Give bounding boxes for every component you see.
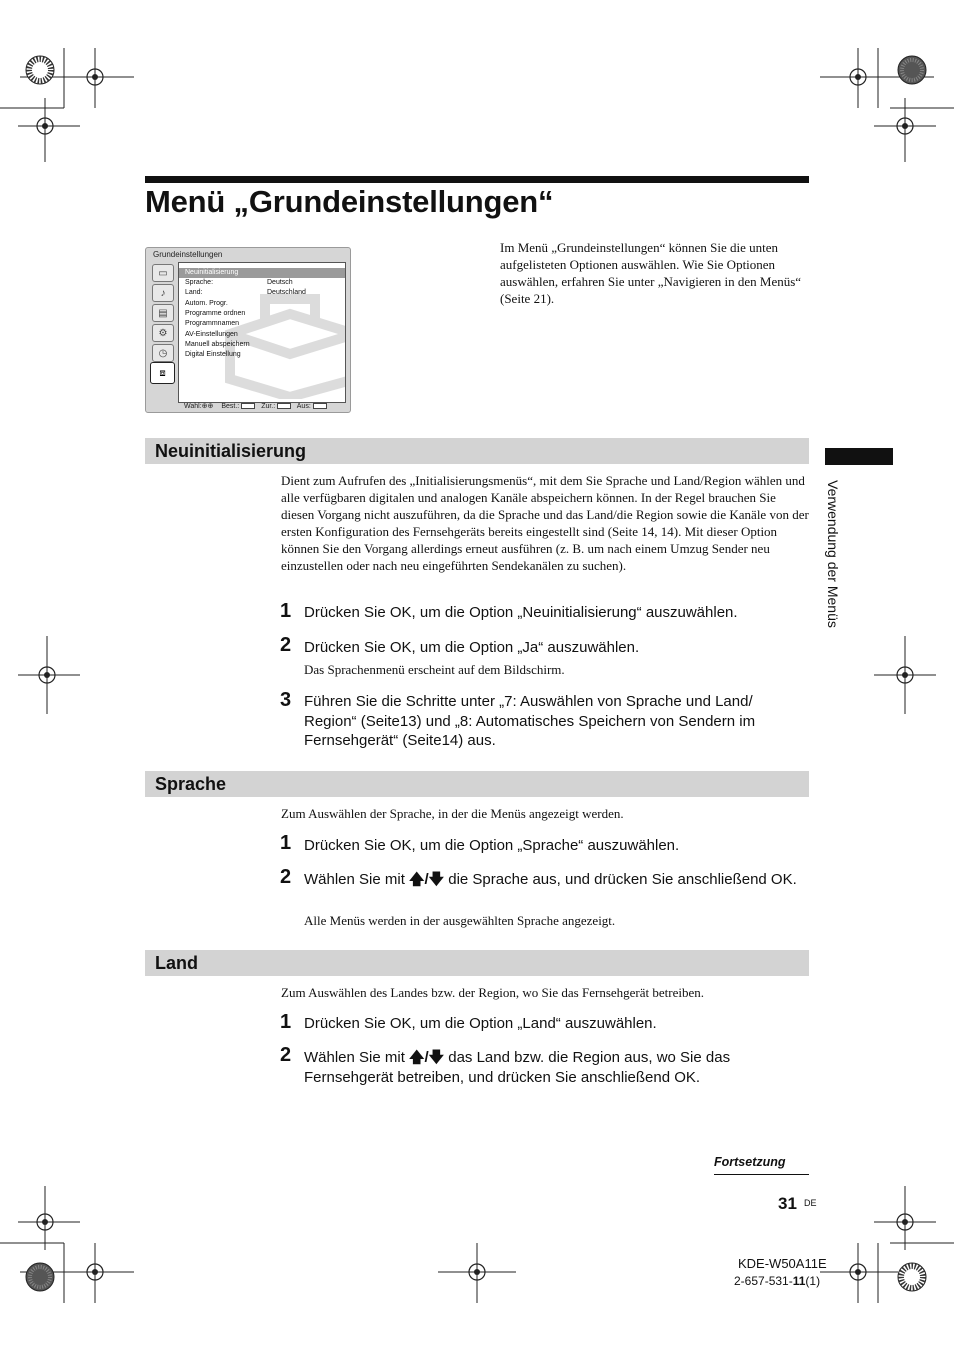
section-title: Land <box>155 953 198 973</box>
osd-menu-screen <box>145 247 351 413</box>
osd-item: Programme ordnen <box>185 310 246 317</box>
step-text: Drücken Sie OK, um die Option „Ja“ auszuwählen. <box>304 639 640 656</box>
osd-item: Autom. Progr. <box>185 300 228 307</box>
step-text: Drücken Sie OK, um die Option „Sprache“ auszuwählen. <box>304 837 680 854</box>
continued-rule <box>714 1174 809 1175</box>
osd-panel <box>178 262 346 403</box>
osd-item: AV-Einstellungen <box>185 331 238 338</box>
step-number: 2 <box>280 634 292 656</box>
up-down-arrow-icon: 🡅/🡇 <box>409 1049 445 1066</box>
section-description: Zum Auswählen des Landes bzw. der Region, wo Sie das Fernsehgerät betreiben. <box>281 985 704 1000</box>
features-icon: ⚙ <box>152 324 174 342</box>
step-text: Drücken Sie OK, um die Option „Land“ auszuwählen. <box>304 1015 657 1032</box>
section-header-land <box>145 950 809 976</box>
picture-icon: ▭ <box>152 264 174 282</box>
osd-icon-column <box>149 262 177 403</box>
menu-key-icon <box>313 403 327 409</box>
title-rule <box>145 176 809 183</box>
document-code: 2-657-531-11(1) <box>734 1274 821 1288</box>
continued-label: Fortsetzung <box>714 1155 786 1169</box>
page-language: DE <box>804 1198 817 1208</box>
step-number: 1 <box>280 832 292 854</box>
page-number: 31 <box>778 1194 797 1213</box>
step-text: Wählen Sie mit 🡅/🡇 das Land bzw. die Region aus, wo Sie das Fernsehgerät betreiben, und drücken Sie anschließend OK. <box>304 1049 731 1086</box>
section-header-sprache <box>145 771 809 797</box>
page-title: Menü „Grundeinstellungen“ <box>145 184 554 219</box>
step-number: 1 <box>280 600 292 622</box>
section-description: Zum Auswählen der Sprache, in der die Menüs angezeigt werden. <box>281 806 624 821</box>
step-text: Drücken Sie OK, um die Option „Neuinitialisierung“ auszuwählen. <box>304 604 738 621</box>
section-description: Dient zum Aufrufen des „Initialisierungsmenüs“, mit dem Sie Sprache und Land/Region wählen und alle verfügbaren digitalen und analogen Kanäle abspeichern können. In der Regel brauchen Sie diesen Vorgang nicht auszuführen, da die Sprache und das Land/die Region sowie die Kanäle von der ersten Konfiguration des Fernsehgeräts bereits eingestellt sind (Seite 14, 14). Mit dieser Option können Sie den Vorgang allerdings erneut ausführen (z. B. um nach einem Umzug Sender neu einzustellen oder nach neu eingeführten Sendekanälen zu suchen). <box>281 473 809 573</box>
section-title: Neuinitialisierung <box>155 441 307 461</box>
section-title: Sprache <box>155 774 227 794</box>
step-note: Das Sprachenmenü erscheint auf dem Bildschirm. <box>304 662 565 677</box>
step-text: Wählen Sie mit 🡅/🡇 die Sprache aus, und drücken Sie anschließend OK. <box>304 871 797 888</box>
model-number: KDE-W50A11E <box>738 1256 827 1271</box>
osd-item: Manuell abspeichern <box>185 341 250 348</box>
osd-item: Land: Deutschland <box>185 289 306 296</box>
step-note: Alle Menüs werden in der ausgewählten Sprache angezeigt. <box>304 913 616 928</box>
up-down-arrow-icon: 🡅/🡇 <box>409 871 445 888</box>
ok-key-icon <box>241 403 255 409</box>
osd-item: Digital Einstellung <box>185 351 241 358</box>
step-number: 1 <box>280 1011 292 1033</box>
osd-item: Neuinitialisierung <box>179 268 345 278</box>
intro-text: Im Menü „Grundeinstellungen“ können Sie die unten aufgelisteten Optionen auswählen. Wie Sie Optionen auswählen, erfahren Sie unter „Navigieren in den Menüs“ (Seite 21). <box>500 240 802 306</box>
return-key-icon <box>277 403 291 409</box>
step-number: 3 <box>280 689 292 711</box>
osd-footer: Wahl:⊕⊕ Best.: Zur.: Aus: <box>184 402 331 410</box>
osd-item: Sprache: Deutsch <box>185 279 293 286</box>
screen-icon: ▤ <box>152 304 174 322</box>
timer-icon: ◷ <box>152 344 174 362</box>
osd-title: Grundeinstellungen <box>153 250 223 259</box>
step-number: 2 <box>280 1044 292 1066</box>
step-text: Führen Sie die Schritte unter „7: Auswählen von Sprache und Land/ Region“ (Seite13) und „8: Automatisches Speichern von Sendern im Fernsehgerät“ (Seite14) aus. <box>304 693 756 749</box>
up-down-arrows-icon: ⊕⊕ <box>201 403 214 410</box>
section-header-neuinitialisierung <box>145 438 809 464</box>
toolbox-icon: ⧈ <box>150 362 175 384</box>
osd-item: Programmnamen <box>185 320 240 327</box>
sound-icon: ♪ <box>152 284 174 302</box>
chapter-tab <box>825 448 893 465</box>
step-number: 2 <box>280 866 292 888</box>
chapter-label: Verwendung der Menüs <box>825 480 841 628</box>
